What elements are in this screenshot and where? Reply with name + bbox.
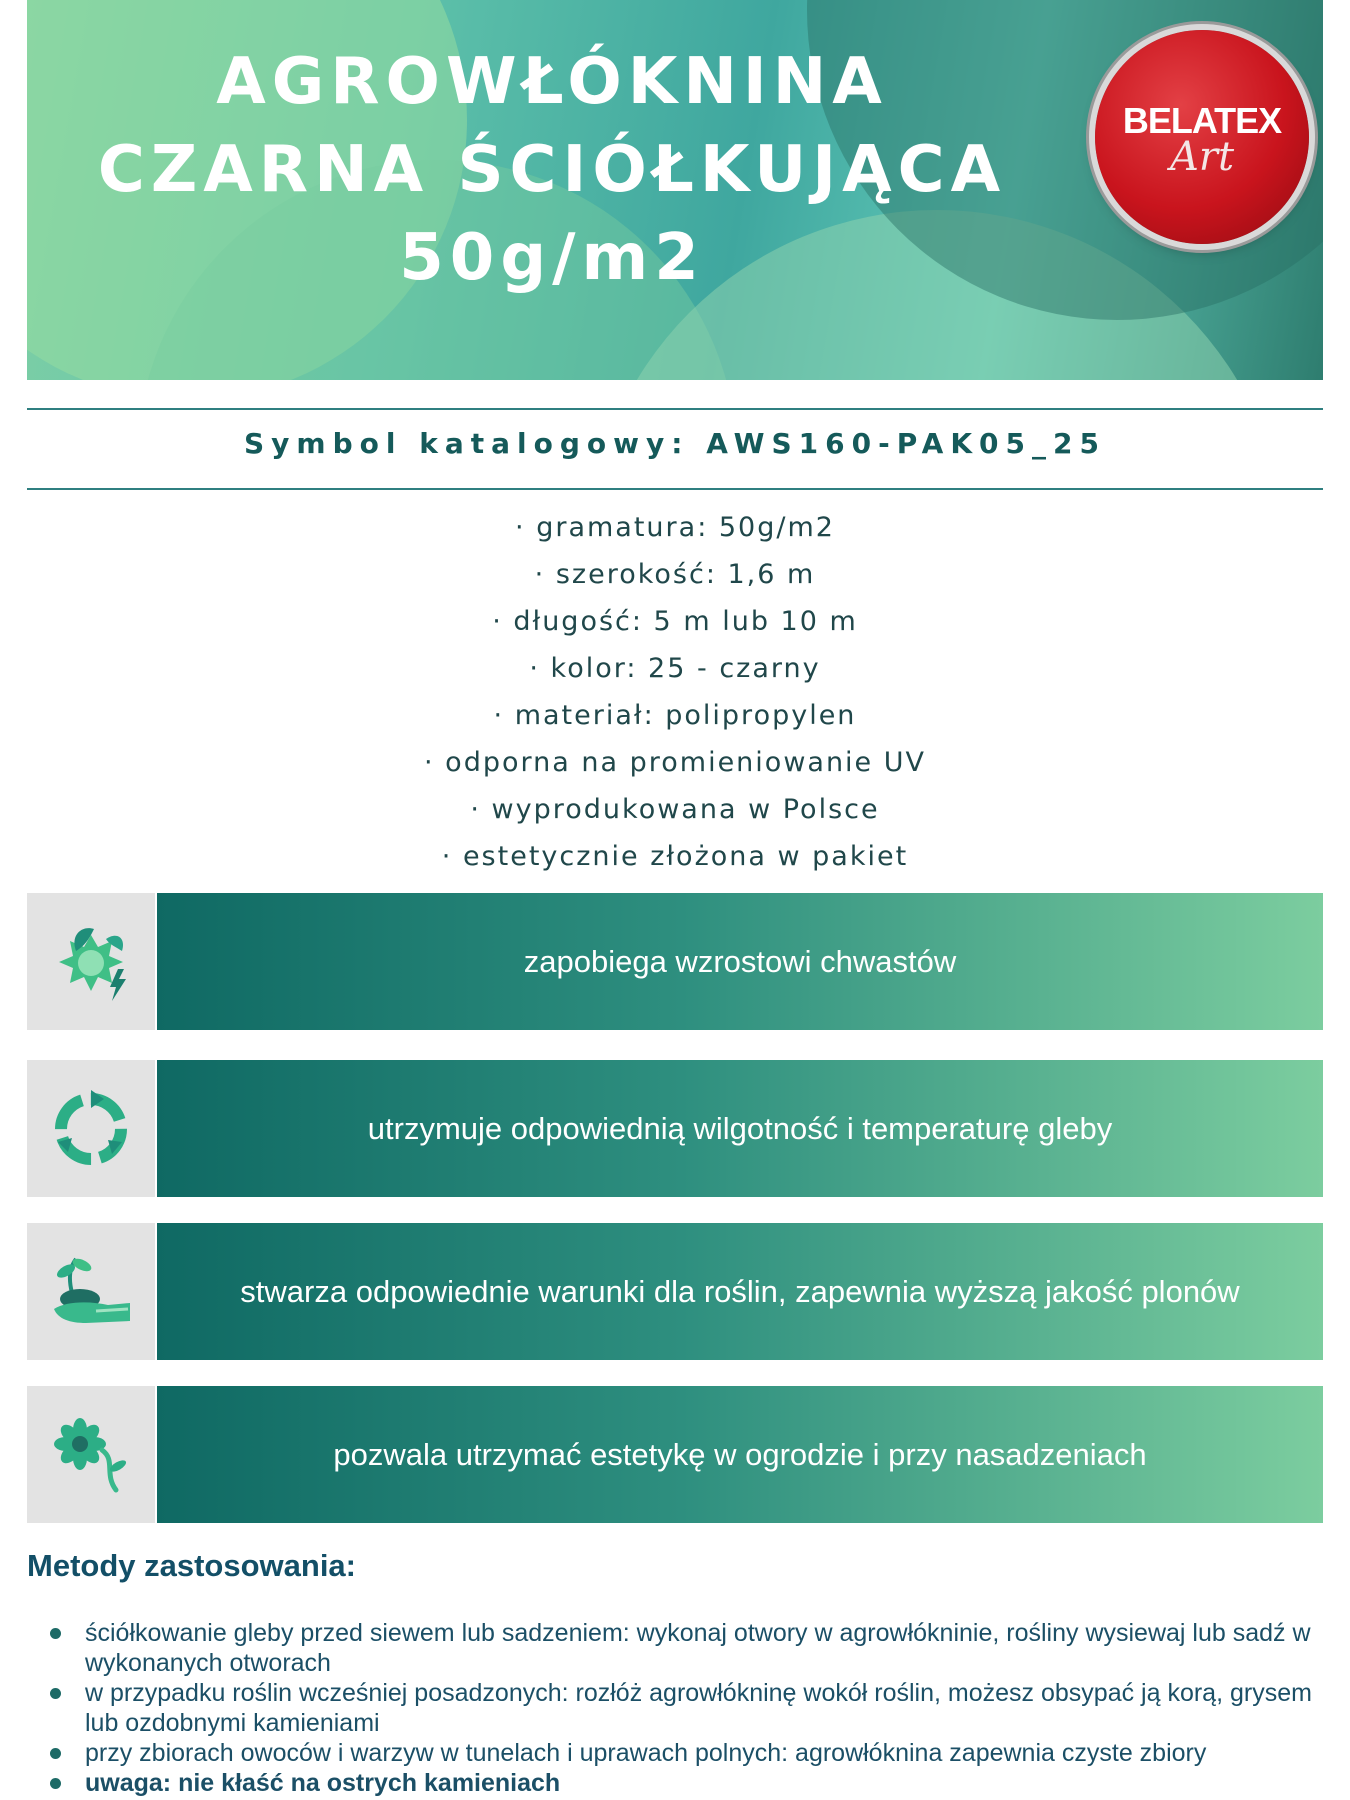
- spec-item: · wyprodukowana w Polsce: [470, 794, 880, 825]
- spec-item: · materiał: polipropylen: [493, 700, 857, 731]
- flower-icon: [46, 1410, 136, 1500]
- feature-icon-box: [27, 1060, 155, 1197]
- spec-item: · kolor: 25 - czarny: [529, 653, 821, 684]
- usage-warning: uwaga: nie kłaść na ostrych kamieniach: [55, 1768, 1325, 1798]
- feature-row: [27, 1223, 1323, 1360]
- cycle-arrows-icon: [46, 1084, 136, 1174]
- feature-row: [27, 1060, 1323, 1197]
- spec-item: · odporna na promieniowanie UV: [424, 747, 926, 778]
- spec-item: · długość: 5 m lub 10 m: [492, 606, 858, 637]
- hand-sprout-icon: [46, 1247, 136, 1337]
- feature-band: [157, 1060, 1323, 1197]
- divider-bottom: [27, 488, 1323, 490]
- title-line-2: CZARNA ŚCIÓŁKUJĄCA: [97, 133, 1007, 207]
- spec-list: [0, 504, 1350, 880]
- spec-item: · gramatura: 50g/m2: [515, 512, 835, 543]
- divider-top: [27, 408, 1323, 410]
- catalog-symbol: Symbol katalogowy: AWS160-PAK05_25: [244, 427, 1106, 460]
- header-banner: [27, 0, 1323, 380]
- feature-row: [27, 893, 1323, 1030]
- usage-heading: Metody zastosowania:: [27, 1548, 356, 1583]
- logo-script: Art: [1169, 134, 1235, 180]
- feature-text: zapobiega wzrostowi chwastów: [523, 943, 957, 979]
- feature-row: [27, 1386, 1323, 1523]
- feature-text: utrzymuje odpowiednią wilgotność i temperaturę gleby: [367, 1110, 1113, 1146]
- spec-item: · estetycznie złożona w pakiet: [441, 841, 909, 872]
- logo-brand: BELATEX: [1122, 100, 1282, 141]
- feature-band: [157, 1223, 1323, 1360]
- usage-list: [55, 1618, 1325, 1798]
- feature-icon-box: [27, 1386, 155, 1523]
- feature-band: [157, 1386, 1323, 1523]
- usage-item: w przypadku roślin wcześniej posadzonych: rozłóż agrowłókninę wokół roślin, możesz obsypać ją korą, grysem lub ozdobnymi kamieniami: [55, 1678, 1325, 1738]
- feature-icon-box: [27, 1223, 155, 1360]
- feature-band: [157, 893, 1323, 1030]
- feature-icon-box: [27, 893, 155, 1030]
- usage-item: ściółkowanie gleby przed siewem lub sadzeniem: wykonaj otwory w agrowłókninie, rośliny wysiewaj lub sadź w wykonanych otworach: [55, 1618, 1325, 1678]
- usage-item: przy zbiorach owoców i warzyw w tunelach i uprawach polnych: agrowłóknina zapewnia czyste zbiory: [55, 1738, 1325, 1768]
- spec-item: · szerokość: 1,6 m: [534, 559, 816, 590]
- feature-text: stwarza odpowiednie warunki dla roślin, zapewnia wyższą jakość plonów: [240, 1273, 1240, 1309]
- belatex-logo: [1095, 30, 1309, 244]
- title-line-1: AGROWŁÓKNINA: [216, 45, 888, 119]
- product-title: [27, 38, 1077, 302]
- feature-text: pozwala utrzymać estetykę w ogrodzie i przy nasadzeniach: [333, 1436, 1147, 1472]
- weed-burst-icon: [46, 917, 136, 1007]
- title-line-3: 50g/m2: [399, 221, 705, 295]
